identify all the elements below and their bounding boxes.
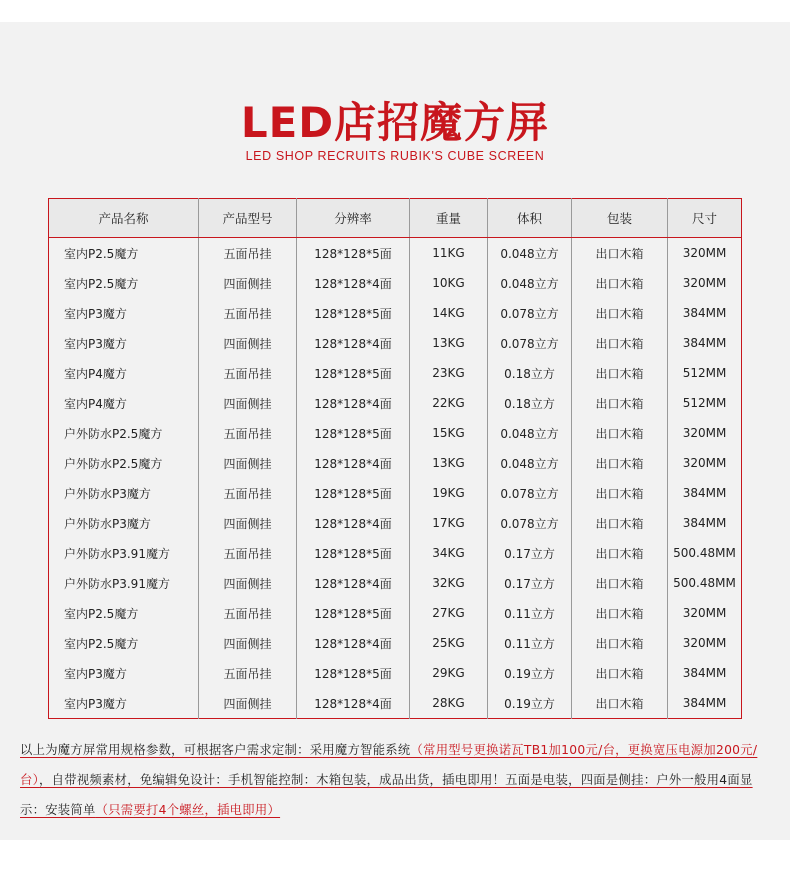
cell-name: 室内P2.5魔方 (64, 246, 139, 261)
cell-size: 500.48MM (668, 568, 742, 598)
cell-volume: 0.19立方 (488, 688, 572, 719)
cell-resolution: 128*128*5面 (297, 418, 410, 448)
table-row (49, 238, 742, 269)
cell-weight: 29KG (410, 658, 488, 688)
cell-name: 室内P2.5魔方 (64, 276, 139, 291)
cell-model: 四面侧挂 (199, 448, 297, 478)
cell-model: 四面侧挂 (199, 688, 297, 719)
cell-volume: 0.078立方 (488, 478, 572, 508)
cell-packaging: 出口木箱 (572, 418, 668, 448)
cell-resolution: 128*128*5面 (297, 478, 410, 508)
cell-name: 室内P3魔方 (64, 336, 127, 351)
cell-weight: 13KG (410, 448, 488, 478)
cell-name: 室内P4魔方 (64, 366, 127, 381)
cell-volume: 0.17立方 (488, 538, 572, 568)
table-row (49, 268, 742, 298)
note-text-2: （常用型号更换诺瓦TB1加100元/台，更换宽压电源加200元/台） (20, 743, 758, 787)
column-header-packaging: 包装 (572, 199, 668, 238)
cell-volume: 0.18立方 (488, 358, 572, 388)
cell-size: 320MM (668, 598, 742, 628)
table-row (49, 478, 742, 508)
cell-weight: 22KG (410, 388, 488, 418)
spec-table (48, 198, 742, 719)
table-row (49, 358, 742, 388)
cell-packaging: 出口木箱 (572, 658, 668, 688)
cell-model: 五面吊挂 (199, 358, 297, 388)
cell-packaging: 出口木箱 (572, 538, 668, 568)
cell-resolution: 128*128*5面 (297, 358, 410, 388)
cell-model: 五面吊挂 (199, 418, 297, 448)
cell-model: 五面吊挂 (199, 538, 297, 568)
cell-packaging: 出口木箱 (572, 238, 668, 269)
cell-model: 五面吊挂 (199, 238, 297, 269)
cell-weight: 27KG (410, 598, 488, 628)
table-row (49, 568, 742, 598)
note-text-1: 以上为魔方屏常用规格参数，可根据客户需求定制：采用魔方智能系统 (20, 743, 411, 757)
cell-name: 室内P2.5魔方 (64, 636, 139, 651)
cell-model: 四面侧挂 (199, 508, 297, 538)
cell-model: 五面吊挂 (199, 298, 297, 328)
column-header-volume: 体积 (488, 199, 572, 238)
cell-packaging: 出口木箱 (572, 448, 668, 478)
cell-size: 384MM (668, 328, 742, 358)
cell-resolution: 128*128*5面 (297, 598, 410, 628)
column-header-model: 产品型号 (199, 199, 297, 238)
cell-model: 四面侧挂 (199, 628, 297, 658)
cell-resolution: 128*128*4面 (297, 268, 410, 298)
table-row (49, 598, 742, 628)
cell-volume: 0.11立方 (488, 628, 572, 658)
cell-name: 室内P3魔方 (64, 696, 127, 711)
cell-packaging: 出口木箱 (572, 478, 668, 508)
table-row (49, 418, 742, 448)
table-header-row (49, 199, 742, 238)
cell-resolution: 128*128*5面 (297, 538, 410, 568)
cell-resolution: 128*128*5面 (297, 238, 410, 269)
cell-weight: 19KG (410, 478, 488, 508)
cell-model: 五面吊挂 (199, 598, 297, 628)
cell-size: 500.48MM (668, 538, 742, 568)
table-row (49, 298, 742, 328)
column-header-name: 产品名称 (49, 199, 199, 238)
cell-volume: 0.18立方 (488, 388, 572, 418)
cell-model: 四面侧挂 (199, 268, 297, 298)
cell-resolution: 128*128*4面 (297, 508, 410, 538)
cell-name: 室内P3魔方 (64, 666, 127, 681)
cell-size: 512MM (668, 388, 742, 418)
cell-size: 320MM (668, 448, 742, 478)
table-row (49, 538, 742, 568)
cell-packaging: 出口木箱 (572, 688, 668, 719)
cell-resolution: 128*128*4面 (297, 688, 410, 719)
cell-volume: 0.078立方 (488, 508, 572, 538)
note-text-3: ，自带视频素材，免编辑免设计：手机智能控制：木箱包装，成品出货，插电即用！五面是电装，四面是侧挂：户外一般用4面显示：安装简单 (20, 773, 753, 817)
cell-weight: 32KG (410, 568, 488, 598)
cell-name: 户外防水P2.5魔方 (64, 456, 163, 471)
cell-weight: 25KG (410, 628, 488, 658)
cell-packaging: 出口木箱 (572, 388, 668, 418)
cell-weight: 15KG (410, 418, 488, 448)
cell-name: 室内P2.5魔方 (64, 606, 139, 621)
column-header-size: 尺寸 (668, 199, 742, 238)
cell-size: 320MM (668, 628, 742, 658)
cell-packaging: 出口木箱 (572, 568, 668, 598)
cell-weight: 13KG (410, 328, 488, 358)
table-row (49, 508, 742, 538)
cell-model: 四面侧挂 (199, 568, 297, 598)
cell-resolution: 128*128*4面 (297, 568, 410, 598)
column-header-weight: 重量 (410, 199, 488, 238)
cell-name: 室内P3魔方 (64, 306, 127, 321)
cell-packaging: 出口木箱 (572, 598, 668, 628)
cell-name: 户外防水P2.5魔方 (64, 426, 163, 441)
cell-volume: 0.048立方 (488, 268, 572, 298)
cell-packaging: 出口木箱 (572, 268, 668, 298)
cell-weight: 34KG (410, 538, 488, 568)
cell-name: 户外防水P3.91魔方 (64, 546, 170, 561)
cell-size: 320MM (668, 238, 742, 269)
cell-size: 320MM (668, 418, 742, 448)
cell-size: 384MM (668, 298, 742, 328)
cell-volume: 0.078立方 (488, 298, 572, 328)
cell-size: 384MM (668, 508, 742, 538)
cell-weight: 28KG (410, 688, 488, 719)
page-subtitle: LED SHOP RECRUITS RUBIK'S CUBE SCREEN (245, 149, 545, 163)
cell-weight: 14KG (410, 298, 488, 328)
cell-volume: 0.11立方 (488, 598, 572, 628)
cell-volume: 0.19立方 (488, 658, 572, 688)
cell-size: 384MM (668, 688, 742, 719)
cell-volume: 0.048立方 (488, 418, 572, 448)
table-row (49, 628, 742, 658)
table-row (49, 388, 742, 418)
cell-model: 五面吊挂 (199, 658, 297, 688)
table-row (49, 658, 742, 688)
cell-resolution: 128*128*4面 (297, 628, 410, 658)
cell-name: 户外防水P3魔方 (64, 516, 151, 531)
cell-packaging: 出口木箱 (572, 298, 668, 328)
note-text-4: （只需要打4个螺丝，插电即用） (95, 803, 281, 817)
cell-model: 四面侧挂 (199, 388, 297, 418)
table-row (49, 448, 742, 478)
cell-packaging: 出口木箱 (572, 328, 668, 358)
column-header-resolution: 分辨率 (297, 199, 410, 238)
cell-model: 五面吊挂 (199, 478, 297, 508)
cell-volume: 0.17立方 (488, 568, 572, 598)
page-title: LED店招魔方屏 (240, 98, 550, 147)
spec-note (20, 735, 775, 825)
cell-resolution: 128*128*5面 (297, 658, 410, 688)
table-row (49, 328, 742, 358)
cell-resolution: 128*128*5面 (297, 298, 410, 328)
cell-volume: 0.048立方 (488, 448, 572, 478)
cell-size: 384MM (668, 478, 742, 508)
table-body (49, 238, 742, 719)
cell-weight: 10KG (410, 268, 488, 298)
cell-name: 户外防水P3.91魔方 (64, 576, 170, 591)
cell-volume: 0.078立方 (488, 328, 572, 358)
cell-volume: 0.048立方 (488, 238, 572, 269)
cell-name: 室内P4魔方 (64, 396, 127, 411)
cell-weight: 17KG (410, 508, 488, 538)
cell-size: 384MM (668, 658, 742, 688)
cell-packaging: 出口木箱 (572, 508, 668, 538)
cell-model: 四面侧挂 (199, 328, 297, 358)
cell-weight: 11KG (410, 238, 488, 269)
cell-weight: 23KG (410, 358, 488, 388)
cell-resolution: 128*128*4面 (297, 328, 410, 358)
cell-size: 320MM (668, 268, 742, 298)
cell-resolution: 128*128*4面 (297, 388, 410, 418)
cell-resolution: 128*128*4面 (297, 448, 410, 478)
cell-packaging: 出口木箱 (572, 358, 668, 388)
cell-size: 512MM (668, 358, 742, 388)
cell-name: 户外防水P3魔方 (64, 486, 151, 501)
cell-packaging: 出口木箱 (572, 628, 668, 658)
table-row (49, 688, 742, 719)
